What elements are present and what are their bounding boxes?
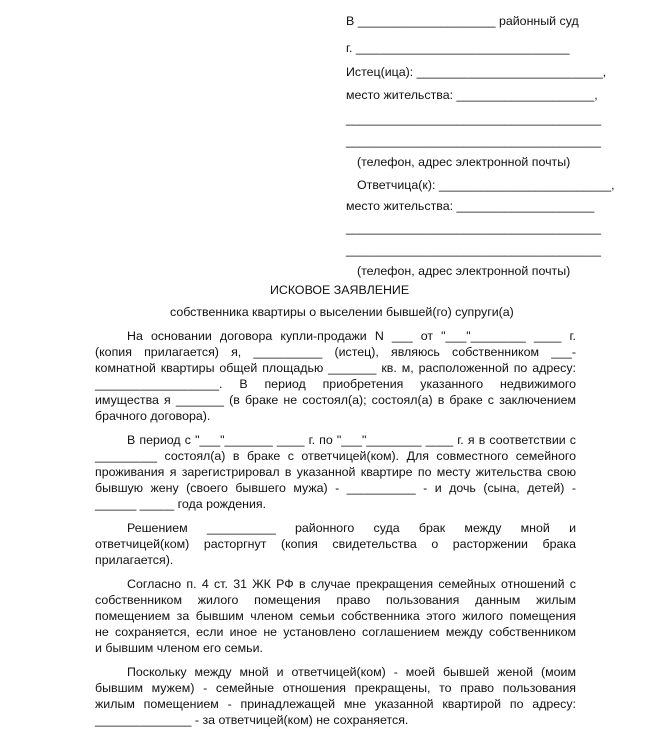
paragraph-line: бывшую жену (своего бывшего мужа) - __________ - и дочь (сына, детей) -: [95, 481, 576, 495]
paragraph-line: Согласно п. 4 ст. 31 ЖК РФ в случае прекращения семейных отношений с: [127, 577, 576, 591]
plaintiff-contacts-note: (телефон, адрес электронной почты): [357, 155, 571, 169]
plaintiff-residence-field: место жительства: ____________________,: [346, 88, 598, 102]
paragraph-line: проживания я зарегистрировал в указанной квартире по месту жительства свою: [95, 465, 576, 479]
defendant-residence-field: место жительства: ____________________: [346, 199, 595, 213]
city-field: г. _______________________________: [346, 41, 570, 55]
defendant-residence-line: _____________________________________: [346, 243, 601, 257]
paragraph-line: комнатной квартиры общей площадью _______ кв. м, расположенной по адресу:: [95, 361, 576, 375]
paragraph-line: ответчицей(ком) расторгнут (копия свидетельства о расторжении брака: [95, 537, 576, 551]
document-title: ИСКОВОЕ ЗАЯВЛЕНИЕ: [270, 283, 410, 297]
paragraph-line: Решением __________ районного суда брак между мной и: [127, 521, 576, 535]
paragraph-line: ______ _____ года рождения.: [95, 497, 267, 511]
paragraph-line: ______________ - за ответчицей(ком) не сохраняется.: [95, 713, 409, 727]
plaintiff-residence-line: _____________________________________: [346, 112, 601, 126]
paragraph-line: помещением за бывшим членом семьи собственника этого жилого помещения: [95, 609, 576, 623]
paragraph-line: и бывшим членом его семьи.: [95, 641, 263, 655]
paragraph-line: Поскольку между мной и ответчицей(ком) - моей бывшей женой (моим: [127, 665, 576, 679]
plaintiff-residence-line: _____________________________________: [346, 134, 601, 148]
paragraph-line: брачного договора).: [95, 409, 211, 423]
paragraph-line: бывшим мужем) - семейные отношения прекращены, то право пользования: [95, 681, 576, 695]
paragraph-line: имущества я _______ (в браке не состоял(а); состоял(а) в браке с заключением: [95, 393, 576, 407]
defendant-residence-line: _____________________________________: [346, 221, 601, 235]
paragraph-line: На основании договора купли-продажи N ___ от "___"________ ____ г.: [127, 329, 576, 343]
paragraph-line: прилагается).: [95, 553, 174, 567]
defendant-field: Ответчица(к): _________________________,: [357, 178, 615, 192]
plaintiff-field: Истец(ица): ___________________________,: [346, 65, 607, 79]
paragraph-line: (копия прилагается) я, __________ (истец), являюсь собственником ___-: [95, 345, 576, 359]
paragraph-line: собственником жилого помещения право пользования данным жилым: [95, 593, 576, 607]
court-field: В ____________________ районный суд: [346, 14, 579, 28]
paragraph-line: не сохраняется, если иное не установлено соглашением между собственником: [95, 625, 576, 639]
paragraph-line: жилым помещением - принадлежащей мне указанной квартирой по адресу:: [95, 697, 576, 711]
document-subtitle: собственника квартиры о выселении бывшей(го) супруги(а): [170, 305, 514, 319]
paragraph-line: В период с "___"_______ ____ г. по "___"________ ____ г. я в соответствии с: [127, 433, 576, 447]
paragraph-line: _________ состоял(а) в браке с ответчицей(ком). Для совместного семейного: [95, 449, 576, 463]
defendant-contacts-note: (телефон, адрес электронной почты): [357, 264, 571, 278]
paragraph-line: __________________. В период приобретения указанного недвижимого: [95, 377, 576, 391]
